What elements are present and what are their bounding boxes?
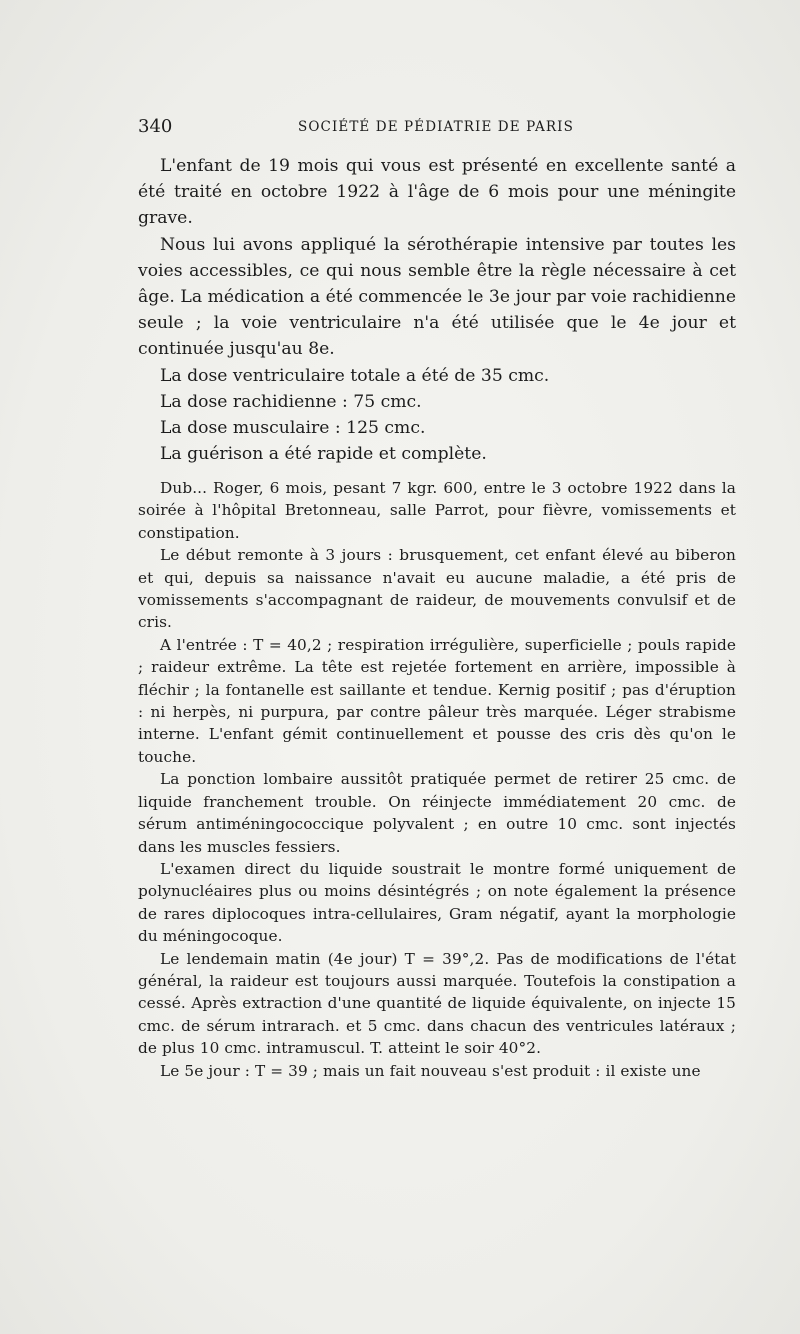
paragraph: Le 5e jour : T = 39 ; mais un fait nouveau s'est produit : il existe une	[160, 1061, 701, 1080]
paragraph: La guérison a été rapide et complète.	[160, 444, 487, 465]
paragraph: A l'entrée : T = 40,2 ; respiration irrégulière, superficielle ; pouls rapide ; raideur extrême. La tête est rejetée fortement en arrière, impossible à fléchir ; la fontanelle est saillante et tendue. Kernig positif ; pas d'éruption : ni herpès, ni purpura, par contre pâleur très marquée. Léger strabisme interne. L'enfant gémit continuellement et pousse des cris dès qu'on le touche.	[138, 635, 736, 766]
presentation-text	[138, 153, 736, 467]
page-number: 340	[138, 116, 173, 137]
paragraph: L'examen direct du liquide soustrait le montre formé uniquement de polynucléaires plus ou moins désintégrés ; on note également la présence de rares diplocoques intra-cellulaires, Gram négatif, ayant la morphologie du méningocoque.	[138, 859, 736, 946]
paragraph: La dose musculaire : 125 cmc.	[160, 418, 426, 439]
page-header	[138, 116, 738, 142]
paragraph: Dub... Roger, 6 mois, pesant 7 kgr. 600, entre le 3 octobre 1922 dans la soirée à l'hôpital Bretonneau, salle Parrot, pour fièvre, vomissements et constipation.	[138, 479, 736, 542]
case-report-text	[138, 477, 736, 1082]
paragraph: L'enfant de 19 mois qui vous est présenté en excellente santé a été traité en octobre 1922 à l'âge de 6 mois pour une méningite grave.	[138, 156, 736, 229]
paragraph: Nous lui avons appliqué la sérothérapie intensive par toutes les voies accessibles, ce qui nous semble être la règle nécessaire à cet âge. La médication a été commencée le 3e jour par voie rachidienne seule ; la voie ventriculaire n'a été utilisée que le 4e jour et continuée jusqu'au 8e.	[138, 234, 736, 360]
running-head: SOCIÉTÉ DE PÉDIATRIE DE PARIS	[298, 119, 574, 135]
paragraph: La dose ventriculaire totale a été de 35 cmc.	[160, 365, 550, 386]
paragraph: Le début remonte à 3 jours : brusquement, cet enfant élevé au biberon et qui, depuis sa naissance n'avait eu aucune maladie, a été pris de vomissements s'accompagnant de raideur, de mouvements convulsif et de cris.	[138, 546, 736, 632]
paragraph: Le lendemain matin (4e jour) T = 39°,2. Pas de modifications de l'état général, la raideur est toujours aussi marquée. Toutefois la constipation a cessé. Après extraction d'une quantité de liquide équivalente, on injecte 15 cmc. de sérum intrarach. et 5 cmc. dans chacun des ventricules latéraux ; de plus 10 cmc. intramuscul. T. atteint le soir 40°2.	[138, 949, 736, 1058]
paragraph: La ponction lombaire aussitôt pratiquée permet de retirer 25 cmc. de liquide franchement trouble. On réinjecte immédiatement 20 cmc. de sérum antiméningococcique polyvalent ; en outre 10 cmc. sont injectés dans les muscles fessiers.	[138, 770, 736, 856]
paragraph: La dose rachidienne : 75 cmc.	[160, 391, 422, 412]
